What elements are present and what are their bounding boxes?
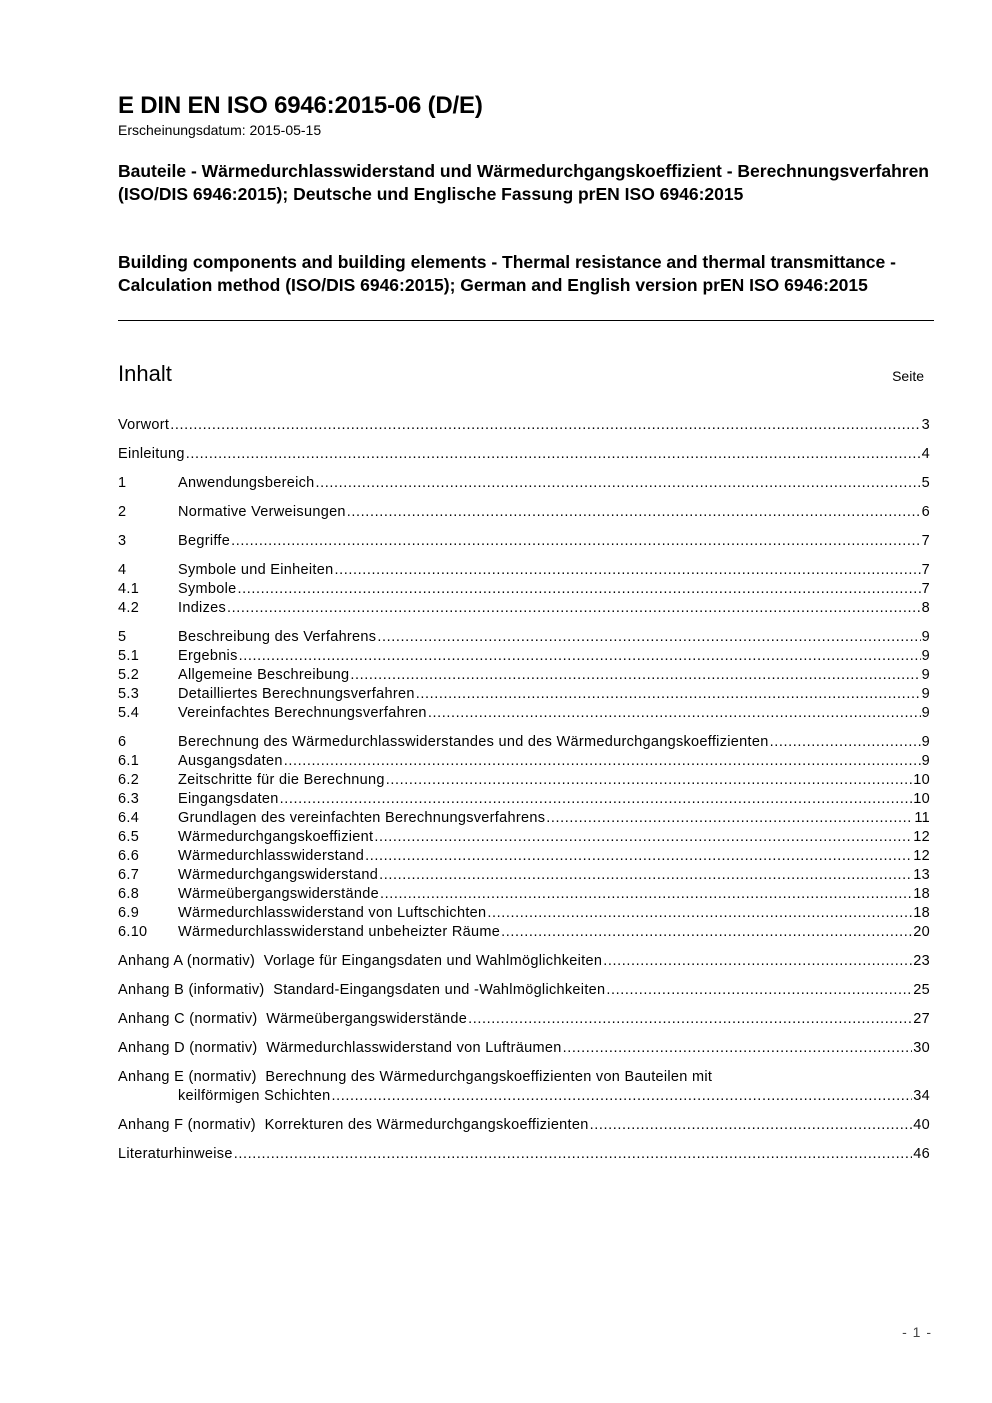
annex-title: Wärmedurchlasswiderstand von Lufträumen [266,1040,562,1056]
toc-entry-4[interactable] [118,561,930,580]
toc-leader-dots [468,1010,912,1029]
toc-leader-dots [316,474,921,493]
toc-entry-number: 4 [118,562,127,578]
toc-entry-text: Vereinfachtes Berechnungsverfahren [178,705,427,721]
toc-leader-dots [563,1039,913,1058]
toc-entry-6-10[interactable] [118,923,930,942]
toc-entry-text: Zeitschritte für die Berechnung [178,772,385,788]
annex-title: Standard-Eingangsdaten und -Wahlmöglichkeiten [273,982,606,998]
toc-annex-text [118,952,602,971]
toc-leader-dots [331,1087,912,1106]
annex-title: Berechnung des Wärmedurchgangskoeffizienten von Bauteilen mit [265,1069,713,1085]
annex-title-continuation: keilförmigen Schichten [178,1088,331,1104]
toc-leader-dots [239,647,921,666]
toc-entry-page: 20 [913,924,930,940]
toc-entry-page: 46 [913,1146,930,1162]
toc-entry-page: 7 [921,562,930,578]
toc-entry-page: 18 [913,905,930,921]
toc-entry-page: 9 [921,734,930,750]
toc-entry-text: Indizes [178,600,227,616]
annex-title: Korrekturen des Wärmedurchgangskoeffizienten [264,1117,589,1133]
toc-entry-text: Wärmedurchgangskoeffizient [178,829,374,845]
toc-annex-f[interactable] [118,1116,930,1135]
toc-entry-page: 12 [913,848,930,864]
toc-entry-number: 6.6 [118,848,140,864]
toc-entry-page: 9 [921,705,930,721]
toc-leader-dots [227,599,921,618]
toc-entry-page: 9 [921,629,930,645]
toc-entry-text: Vorwort [118,417,170,433]
toc-entry-number: 5.3 [118,686,140,702]
toc-entry-5-3[interactable] [118,685,930,704]
toc-entry-number: 5.2 [118,667,140,683]
toc-entry-text: Wärmedurchlasswiderstand unbeheizter Räume [178,924,501,940]
toc-entry-number: 6.8 [118,886,140,902]
toc-leader-dots [347,503,921,522]
toc-entry-number: 6.5 [118,829,140,845]
toc-entry-page: 18 [913,886,930,902]
toc-entry-number: 6.4 [118,810,140,826]
toc-entry-number: 4.1 [118,581,140,597]
toc-leader-dots [428,704,921,723]
toc-leader-dots [386,771,913,790]
toc-entry-6-9[interactable] [118,904,930,923]
toc-entry-page: 30 [913,1040,930,1056]
toc-entry-text: Literaturhinweise [118,1146,233,1162]
toc-entry-number: 5.1 [118,648,140,664]
toc-entry-bibliography[interactable] [118,1145,930,1164]
toc-leader-dots [231,532,921,551]
annex-type: (informativ) [188,982,265,998]
annex-label: Anhang D [118,1040,185,1056]
toc-leader-dots [334,561,920,580]
toc-entry-page: 34 [913,1088,930,1104]
toc-leader-dots [380,885,912,904]
toc-entry-number: 6.10 [118,924,148,940]
toc-entry-1[interactable] [118,474,930,493]
toc-entry-number: 4.2 [118,600,140,616]
toc-entry-text: Einleitung [118,446,185,462]
toc-entry-2[interactable] [118,503,930,522]
toc-entry-text: Eingangsdaten [178,791,279,807]
toc-entry-page: 11 [914,810,930,826]
toc-entry-page: 9 [921,648,930,664]
annex-type: (normativ) [186,953,256,969]
toc-annex-text [118,1116,589,1135]
toc-entry-page: 25 [913,982,930,998]
toc-entry-text: Wärmedurchlasswiderstand von Luftschichten [178,905,487,921]
toc-entry-6-7[interactable] [118,866,930,885]
toc-entry-4-1[interactable] [118,580,930,599]
toc-entry-page: 8 [921,600,930,616]
toc-entry-number: 6.2 [118,772,140,788]
toc-leader-dots [350,666,920,685]
toc-leader-dots [234,1145,913,1164]
title-divider [118,320,934,321]
toc-entry-6[interactable] [118,733,930,752]
toc-entry-number: 5.4 [118,705,140,721]
toc-leader-dots [590,1116,913,1135]
toc-entry-number: 6.9 [118,905,140,921]
toc-entry-6-6[interactable] [118,847,930,866]
toc-entry-page: 40 [913,1117,930,1133]
annex-type: (normativ) [189,1011,258,1027]
annex-title: Vorlage für Eingangsdaten und Wahlmöglichkeiten [263,953,603,969]
toc-leader-dots [416,685,921,704]
toc-heading: Inhalt [118,361,172,386]
toc-entry-3[interactable] [118,532,930,551]
toc-entry-page: 12 [913,829,930,845]
toc-entry-page: 4 [921,446,930,462]
toc-entry-text: Ausgangsdaten [178,753,283,769]
toc-leader-dots [186,445,921,464]
annex-type: (normativ) [187,1117,256,1133]
toc-entry-5-2[interactable] [118,666,930,685]
toc-entry-text: Begriffe [178,533,231,549]
toc-entry-text: Wärmedurchlasswiderstand [178,848,365,864]
toc-leader-dots [603,952,912,971]
toc-entry-page: 23 [913,953,930,969]
toc-entry-number: 6.1 [118,753,140,769]
toc-entry-6-2[interactable] [118,771,930,790]
toc-annex-e-continuation[interactable] [118,1087,930,1106]
toc-leader-dots [365,847,912,866]
annex-label: Anhang F [118,1117,184,1133]
toc-entry-text: Symbole und Einheiten [178,562,334,578]
toc-annex-c[interactable] [118,1010,930,1029]
toc-leader-dots [770,733,921,752]
toc-entry-text: Ergebnis [178,648,238,664]
toc-annex-a[interactable] [118,952,930,971]
toc-leader-dots [379,866,912,885]
toc-entry-page: 9 [921,667,930,683]
toc-entry-number: 5 [118,629,127,645]
annex-label: Anhang C [118,1011,185,1027]
toc-entry-page: 13 [913,867,930,883]
toc-entry-page: 10 [913,791,930,807]
toc-entry-6-4[interactable] [118,809,930,828]
toc-entry-text: Detailliertes Berechnungsverfahren [178,686,415,702]
toc-leader-dots [606,981,912,1000]
toc-entry-page: 9 [921,686,930,702]
toc-leader-dots [377,628,920,647]
toc-entry-page: 27 [913,1011,930,1027]
toc-entry-5[interactable] [118,628,930,647]
toc-entry-5-1[interactable] [118,647,930,666]
document-id: E DIN EN ISO 6946:2015-06 (D/E) [118,92,483,119]
toc-page-label: Seite [892,368,924,384]
toc-entry-vorwort[interactable] [118,416,930,435]
toc-entry-page: 3 [921,417,930,433]
toc-entry-einleitung[interactable] [118,445,930,464]
toc-entry-text: Wärmeübergangswiderstände [178,886,379,902]
annex-label: Anhang A [118,953,183,969]
toc-leader-dots [284,752,921,771]
toc-entry-page: 6 [921,504,930,520]
toc-entry-page: 7 [921,533,930,549]
toc-annex-text [118,1068,712,1087]
toc-entry-page: 7 [921,581,930,597]
annex-title: Wärmeübergangswiderstände [266,1011,468,1027]
toc-entry-6-1[interactable] [118,752,930,771]
toc-entry-page: 5 [921,475,930,491]
toc-annex-text [118,1010,467,1029]
annex-type: (normativ) [188,1069,257,1085]
toc-entry-6-3[interactable] [118,790,930,809]
table-of-contents [118,416,930,1164]
toc-entry-5-4[interactable] [118,704,930,723]
toc-entry-text: Normative Verweisungen [178,504,346,520]
toc-entry-number: 3 [118,533,127,549]
toc-annex-text [118,1039,562,1058]
toc-entry-6-8[interactable] [118,885,930,904]
toc-entry-page: 9 [921,753,930,769]
toc-annex-text [118,981,605,1000]
toc-entry-text: Wärmedurchgangswiderstand [178,867,379,883]
toc-entry-page: 10 [913,772,930,788]
toc-leader-dots [374,828,912,847]
annex-type: (normativ) [189,1040,258,1056]
toc-entry-number: 6.7 [118,867,140,883]
toc-entry-text: Grundlagen des vereinfachten Berechnungsverfahrens [178,810,546,826]
toc-leader-dots [546,809,913,828]
toc-leader-dots [170,416,920,435]
toc-entry-number: 6 [118,734,127,750]
toc-annex-b[interactable] [118,981,930,1000]
title-german: Bauteile - Wärmedurchlasswiderstand und Wärmedurchgangskoeffizient - Berechnungsverfahren (ISO/DIS 6946:2015); Deutsche und Englische Fassung prEN ISO 6946:2015 [118,161,929,204]
annex-label: Anhang E [118,1069,185,1085]
toc-leader-dots [280,790,913,809]
toc-entry-text: Anwendungsbereich [178,475,315,491]
toc-entry-text: Symbole [178,581,237,597]
title-english: Building components and building elements - Thermal resistance and thermal transmittance - Calculation method (ISO/DIS 6946:2015); German and English version prEN ISO 6946:2015 [118,252,896,295]
toc-entry-number: 6.3 [118,791,140,807]
toc-leader-dots [487,904,912,923]
toc-entry-number: 1 [118,475,127,491]
toc-leader-dots [501,923,912,942]
toc-entry-number: 2 [118,504,127,520]
toc-entry-6-5[interactable] [118,828,930,847]
page-number: - 1 - [902,1324,932,1340]
toc-entry-4-2[interactable] [118,599,930,618]
toc-annex-e[interactable] [118,1068,930,1087]
publication-date: Erscheinungsdatum: 2015-05-15 [118,122,322,138]
toc-entry-text: Allgemeine Beschreibung [178,667,350,683]
toc-entry-text: Berechnung des Wärmedurchlasswiderstandes und des Wärmedurchgangskoeffizienten [178,734,769,750]
toc-entry-text: Beschreibung des Verfahrens [178,629,377,645]
annex-label: Anhang B [118,982,185,998]
toc-annex-d[interactable] [118,1039,930,1058]
toc-leader-dots [238,580,921,599]
